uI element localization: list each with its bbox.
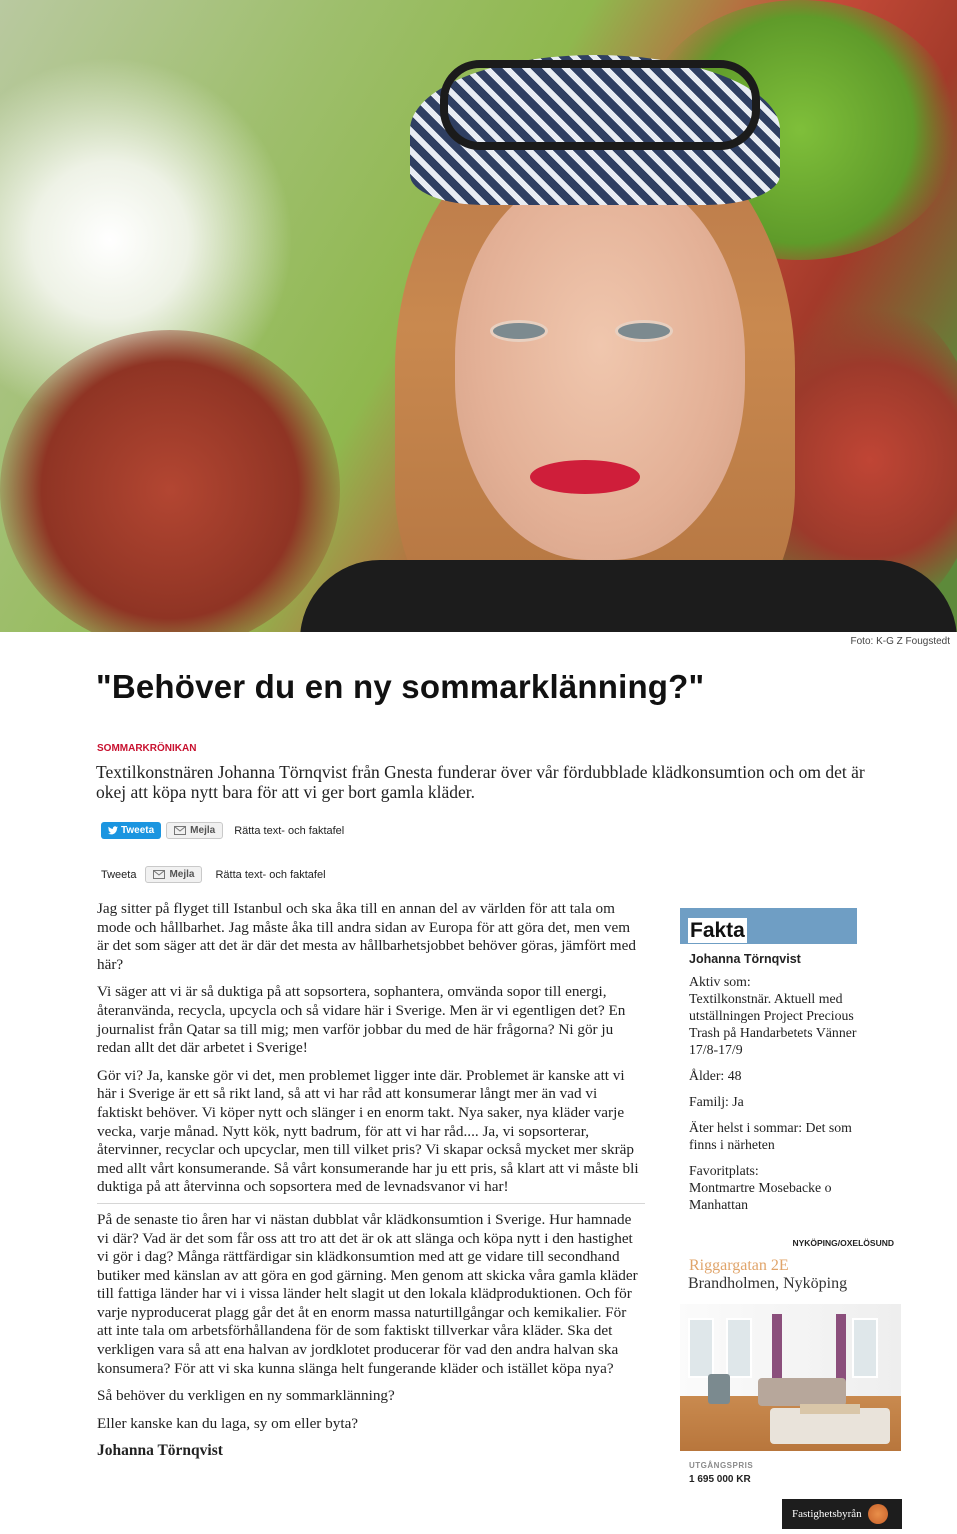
fakta-eat: Äter helst i sommar: Det som finns i närheten <box>689 1120 852 1152</box>
photo-credit: Foto: K-G Z Fougstedt <box>850 636 950 647</box>
mail-button[interactable] <box>166 822 223 839</box>
fakta-favorite <box>689 1162 859 1213</box>
body-paragraph: Eller kanske kan du laga, sy om eller byta? <box>97 1414 359 1432</box>
mail-button-secondary[interactable] <box>145 866 202 883</box>
article-kicker[interactable]: SOMMARKRÖNIKAN <box>97 743 197 754</box>
report-error-link-secondary[interactable]: Rätta text- och faktafel <box>215 868 326 881</box>
fakta-active-value: Textilkonstnär. Aktuell med utställningen Project Precious Trash på Handarbetets Vänner 17/8-17/9 <box>689 991 857 1057</box>
share-bar-top <box>101 822 344 839</box>
ad-region[interactable]: NYKÖPING/OXELÖSUND <box>792 1238 894 1248</box>
tweet-button[interactable] <box>101 822 161 839</box>
mail-label: Mejla <box>190 825 216 836</box>
fakta-family: Familj: Ja <box>689 1094 744 1109</box>
divider <box>97 1203 645 1204</box>
ad-brand-logo[interactable] <box>782 1499 902 1529</box>
hero-photo <box>0 0 957 632</box>
ad-area[interactable]: Brandholmen, Nyköping <box>688 1275 848 1292</box>
body-paragraph: Gör vi? Ja, kanske gör vi det, men problemet ligger inte där. Problemet är kanske att vi här i Sverige är ett så rikt land, så att vi har råd att konsumerar långt mer än vad vi faktiskt behöver. Vi köper nytt och slänger i en enorm takt. Nya saker, nya kläder varje vecka, varje månad. Nytt kök, nytt badrum, för att vi har råd.... Ja, vi sopsorterar, återvinner, recyclar och upcyclar, men till vilket pris? Vi skapar också mycket mer skräp med allt vårt konsumerande. Så vårt konsumerande har ju ett pris, så klart att vi måste bli duktiga på att återvinna och sopsortera med de levnadsvanor vi har! <box>97 1066 639 1196</box>
article-body <box>97 900 645 1470</box>
fakta-age: Ålder: 48 <box>689 1068 742 1083</box>
body-paragraph: Så behöver du verkligen en ny sommarklänning? <box>97 1387 395 1405</box>
envelope-icon <box>153 870 165 879</box>
tweet-label: Tweeta <box>121 825 155 836</box>
article-author: Johanna Törnqvist <box>97 1442 223 1460</box>
ad-brand-name: Fastighetsbyrån <box>792 1508 862 1520</box>
article-headline: "Behöver du en ny sommarklänning?" <box>96 668 705 705</box>
brand-logo-icon <box>868 1504 888 1524</box>
article-ingress: Textilkonstnären Johanna Törnqvist från Gnesta funderar över vår fördubblade klädkonsumtion och om det är okej att köpa nytt bara för att vi ger bort gamla kläder. <box>96 762 865 802</box>
fakta-title: Fakta <box>690 919 745 942</box>
twitter-bird-icon <box>108 826 118 835</box>
envelope-icon <box>174 826 186 835</box>
ad-street[interactable]: Riggargatan 2E <box>689 1257 789 1274</box>
report-error-link[interactable]: Rätta text- och faktafel <box>234 824 345 837</box>
ad-price-label: UTGÅNGSPRIS <box>689 1461 754 1470</box>
body-paragraph: Vi säger att vi är så duktiga på att sopsortera, sophantera, omvända sopor till energi, återanvända, recycla, upcycla och så vidare här i Sverige. Men är vi egentligen det? En journalist från Qatar sa till mig; men varför jobbar du med de här frågorna? Ni gör ju redan allt det där arbetet i Sverige! <box>97 983 626 1057</box>
fakta-fav-value: Montmartre Mosebacke o Manhattan <box>689 1180 832 1212</box>
fakta-active-label: Aktiv som: <box>689 974 751 989</box>
fakta-box <box>689 951 859 1222</box>
fakta-name: Johanna Törnqvist <box>689 952 801 966</box>
body-paragraph: Jag sitter på flyget till Istanbul och ska åka till en annan del av världen för att tala om mode och hållbarhet. Jag måste åka till andra sidan av Europa för att göra det, men vem är det som säger att det är där det mesta av hållbarhetsjobbet behöver göras, jämfört med här? <box>97 900 636 973</box>
tweet-link[interactable]: Tweeta <box>101 868 137 881</box>
mail-label: Mejla <box>169 869 195 880</box>
share-bar-bottom <box>101 866 326 883</box>
body-paragraph: På de senaste tio åren har vi nästan dubblat vår klädkonsumtion i Sverige. Hur hamnade vi där? Vad är det som får oss att tro att det är ok att slänga och köpa nytt i den hastighet vi gör i dag? Många rättfärdigar sin klädkonsumtion med att ge vidare till secondhand butiker med känslan av att göra en god gärning. Men genom att skicka våra gamla kläder till fattiga länder har vi i vissa länder helt slagit ut den lokala klädproduktionen. Och för varje nyproducerat plagg går det åt en enorm massa naturtillgångar och kemikalier. För att inte tala om arbetsförhållandena för de som faktiskt tillverkar våra kläder. Ska det verkligen vara så att ena halvan av jordklotet producerar för vad den andra halvan ska konsumera? För att vi ska kunna slänga helt fungerande kläder och istället köpa nya? <box>97 1210 638 1377</box>
fakta-header <box>680 908 857 944</box>
fakta-fav-label: Favoritplats: <box>689 1163 759 1178</box>
ad-apartment-photo[interactable] <box>680 1304 901 1451</box>
ad-price: 1 695 000 KR <box>689 1474 751 1485</box>
fakta-active <box>689 973 859 1058</box>
